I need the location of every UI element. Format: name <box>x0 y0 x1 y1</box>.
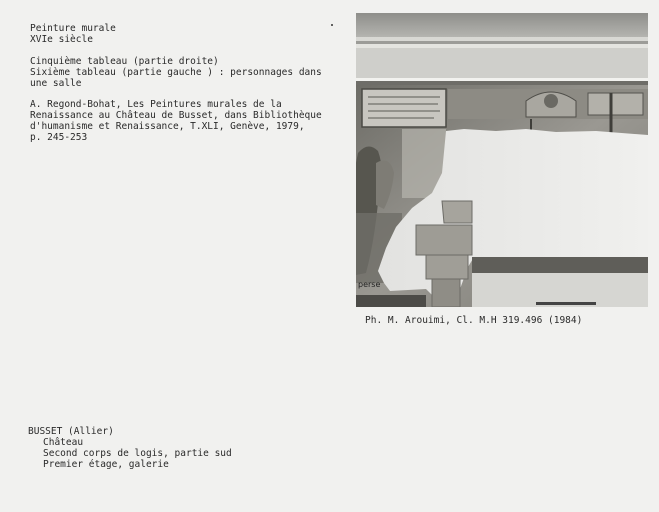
location-place: BUSSET (Allier) <box>28 426 114 437</box>
reference-line-4: p. 245-253 <box>30 132 88 143</box>
location-floor: Premier étage, galerie <box>43 459 169 470</box>
subject-line-3: une salle <box>30 78 82 89</box>
century-label: XVIe siècle <box>30 34 93 45</box>
subject-line-1: Cinquième tableau (partie droite) <box>30 56 219 67</box>
reference-line-3: d'humanisme et Renaissance, T.XLI, Genève, 1979, <box>30 121 305 132</box>
technique-label: Peinture murale <box>30 23 116 34</box>
subject-line-2: Sixième tableau (partie gauche ) : personnages dans <box>30 67 322 78</box>
photo-credit: Ph. M. Arouimi, Cl. M.H 319.496 (1984) <box>365 315 583 326</box>
location-building: Château <box>43 437 84 448</box>
location-part: Second corps de logis, partie sud <box>43 448 232 459</box>
punch-dot <box>331 24 333 26</box>
mural-inscription: perse <box>358 280 381 289</box>
mural-photograph <box>356 13 648 307</box>
reference-line-1: A. Regond-Bohat, Les Peintures murales de la <box>30 99 282 110</box>
reference-line-2: Renaissance au Château de Busset, dans Bibliothèque <box>30 110 322 121</box>
mural-photo-image <box>356 13 648 307</box>
